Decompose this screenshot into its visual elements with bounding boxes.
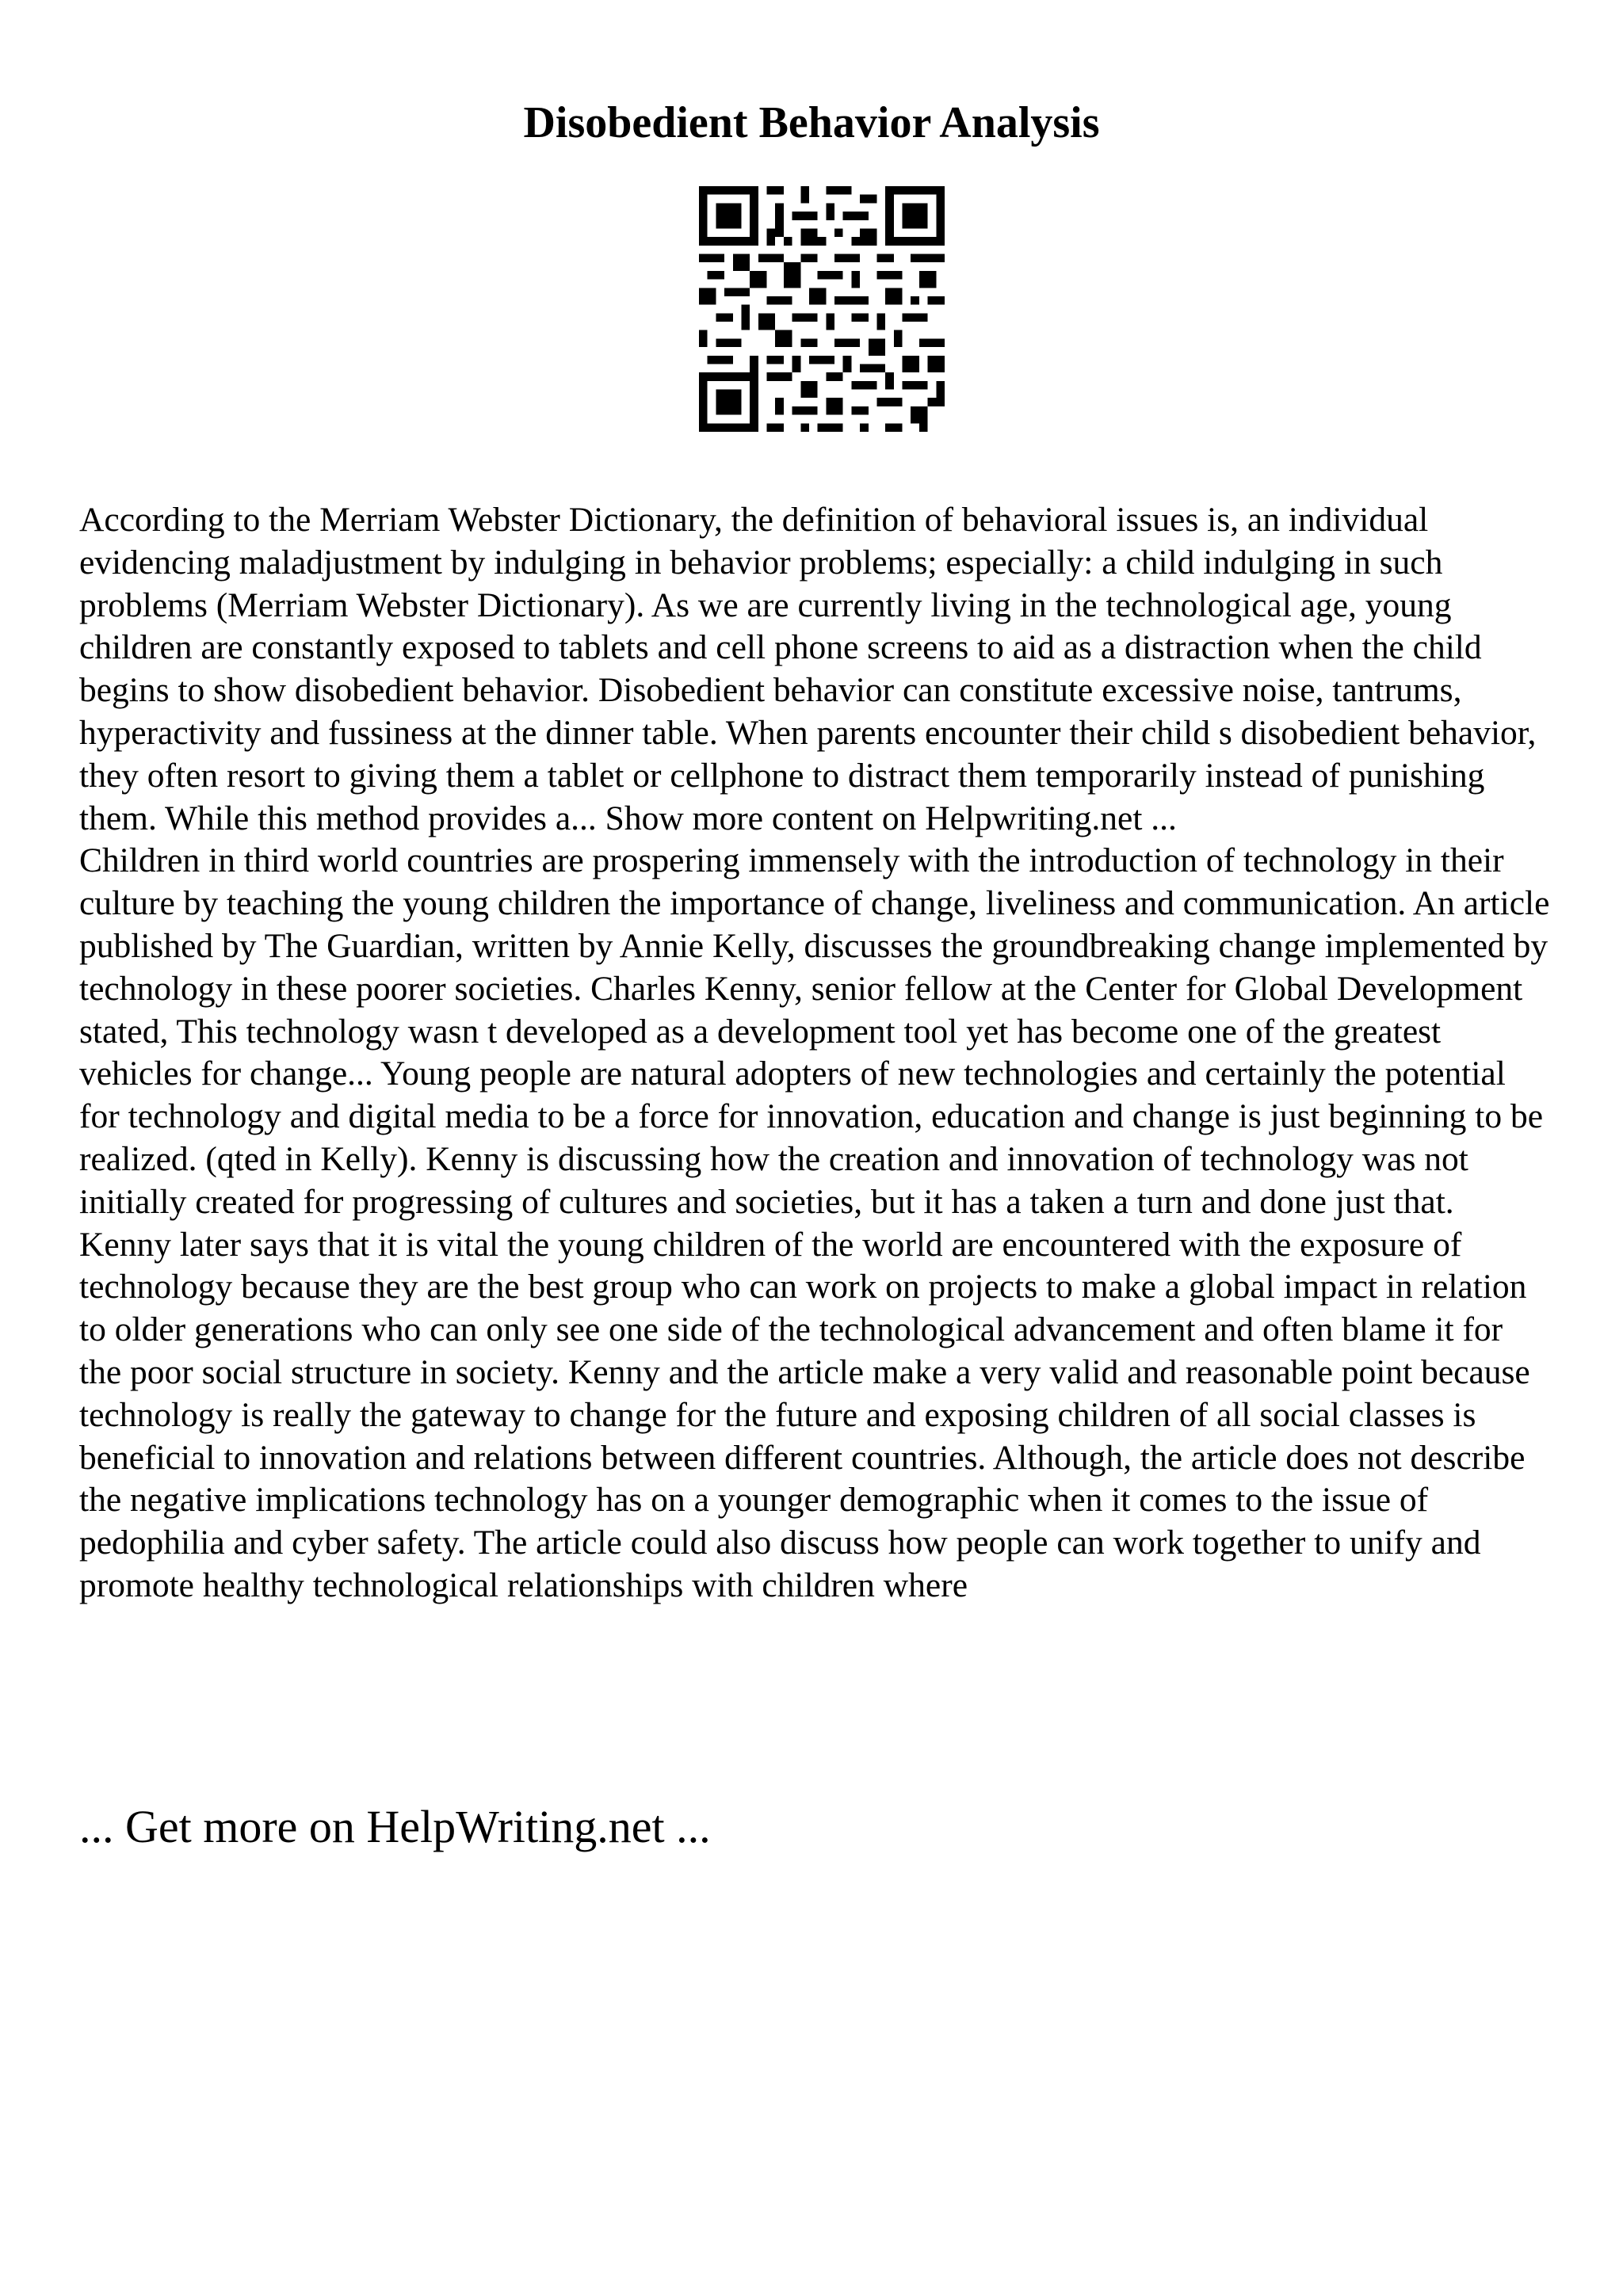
qr-code-icon[interactable] [699,186,945,432]
document-title: Disobedient Behavior Analysis [523,98,1100,147]
get-more-link[interactable]: ... Get more on HelpWriting.net ... [79,1801,711,1852]
paragraph-2: Children in third world countries are prospering immensely with the introduction of technology in their culture by teaching the young children the importance of change, liveliness and communication. An article published by The Guardian, written by Annie Kelly, discusses the groundbreaking change implemented by technology in these poorer societies. Charles Kenny, senior fellow at the Center for Global Development stated, This technology wasn t developed as a development tool yet has become one of the greatest vehicles for change... Young people are natural adopters of new technologies and certainly the potential for technology and digital media to be a force for innovation, education and change is just beginning to be realized. (qted in Kelly). Kenny is discussing how the creation and innovation of technology was not initially created for progressing of cultures and societies, but it has a taken a turn and done just that. Kenny later says that it is vital the young children of the world are encountered with the exposure of technology because they are the best group who can work on projects to make a global impact in relation to older generations who can only see one side of the technological advancement and often blame it for the poor social structure in society. Kenny and the article make a very valid and reasonable point because technology is really the gateway to change for the future and exposing children of all social classes is beneficial to innovation and relations between different countries. Although, the article does not describe the negative implications technology has on a younger demographic when it comes to the issue of pedophilia and cyber safety. The article could also discuss how people can work together to unify and promote healthy technological relationships with children where [79,841,1550,1604]
article-body [79,499,1553,1608]
paragraph-1: According to the Merriam Webster Dictionary, the definition of behavioral issues is, an individual evidencing maladjustment by indulging in behavior problems; especially: a child indulging in such problems (Merriam Webster Dictionary). As we are currently living in the technological age, young children are constantly exposed to tablets and cell phone screens to aid as a distraction when the child begins to show disobedient behavior. Disobedient behavior can constitute excessive noise, tantrums, hyperactivity and fussiness at the dinner table. When parents encounter their child s disobedient behavior, they often resort to giving them a tablet or cellphone to distract them temporarily instead of punishing them. While this method provides a... Show more content on Helpwriting.net ... [79,501,1537,837]
